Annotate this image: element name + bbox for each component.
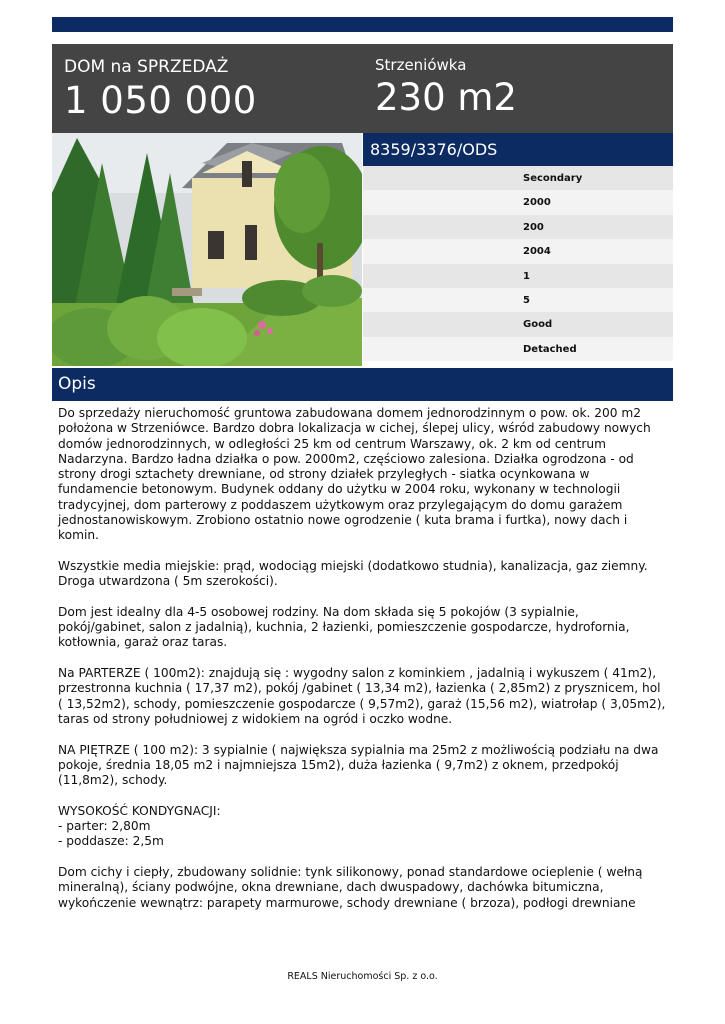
listing-location: Strzeniówka xyxy=(375,56,467,74)
header-left xyxy=(64,56,257,123)
property-row xyxy=(363,312,673,336)
property-row xyxy=(363,337,673,361)
listing-type: DOM na SPRZEDAŻ xyxy=(64,57,229,77)
section-title: Opis xyxy=(58,374,96,394)
top-color-band xyxy=(52,17,673,32)
property-row xyxy=(363,190,673,214)
property-value: 1 xyxy=(523,270,530,282)
listing-area: 230 m2 xyxy=(375,76,517,119)
description-paragraph: Dom jest idealny dla 4-5 osobowej rodziny. Na dom składa się 5 pokojów (3 sypialnie, pokój/gabinet, salon z jadalnią), kuchnia, 2 łazienki, pomieszczenie gospodarcze, hydrofornia, kotłownia, garaż oraz taras. xyxy=(58,604,630,650)
description-paragraph: NA PIĘTRZE ( 100 m2): 3 sypialnie ( największa sypialnia ma 25m2 z możliwością podziału na dwa pokoje, średnia 18,05 m2 i najmniejsza 15m2), duża łazienka ( 9,7m2) z oknem, przedpokój (11,8m2), schody. xyxy=(58,742,659,788)
header-right xyxy=(375,55,517,120)
description-paragraph: Wszystkie media miejskie: prąd, wodociąg miejski (dodatkowo studnia), kanalizacja, gaz ziemny. Droga utwardzona ( 5m szerokości). xyxy=(58,558,648,589)
property-row xyxy=(363,288,673,312)
property-value: Secondary xyxy=(523,173,583,184)
description-heading-bar xyxy=(52,368,673,401)
description-paragraph: Do sprzedaży nieruchomość gruntowa zabudowana domem jednorodzinnym o pow. ok. 200 m2 położona w Strzeniówce. Bardzo dobra lokalizacja w cichej, ślepej ulicy, wśród zabudowy nowych domów jednorodzinnych, w odległości 25 km od centrum Warszawy, ok. 2 km od centrum Nadarzyna. Bardzo ładna działka o pow. 2000m2, częściowo zalesiona. Działka ogrodzona - od strony drogi sztachety drewniane, od strony działek przyległych - siatka ocynkowana w fundamencie betonowym. Budynek oddany do użytku w 2004 roku, wykonany w technologii tradycyjnej, dom parterowy z poddaszem użytkowym oraz przylegającym do domu garażem jednostanowiskowym. Zrobiono ostatnio nowe ogrodzenie ( kuta brama i furtka), nowy dach i komin. xyxy=(58,406,651,543)
house-photo xyxy=(52,133,362,366)
property-row xyxy=(363,264,673,288)
description-body xyxy=(58,406,668,911)
description-paragraph: WYSOKOŚĆ KONDYGNACJI: - parter: 2,80m - poddasze: 2,5m xyxy=(58,803,221,849)
description-paragraph: Na PARTERZE ( 100m2): znajdują się : wygodny salon z kominkiem , jadalnią i wykuszem ( 41m2), przestronna kuchnia ( 17,37 m2), pokój /gabinet ( 13,34 m2), łazienka ( 2,85m2) z prysznicem, hol ( 13,52m2), schody, pomieszczenie gospodarcze ( 9,57m2), garaż (15,56 m2), wiatrołap ( 3,05m2), taras od strony południowej z widokiem na ogród i oczko wodne. xyxy=(58,666,666,726)
reference-number: 8359/3376/ODS xyxy=(370,140,498,159)
house-photo-illustration xyxy=(52,133,362,366)
listing-header xyxy=(52,44,673,133)
property-value: Detached xyxy=(523,343,577,355)
property-value: 2000 xyxy=(523,197,551,209)
reference-bar xyxy=(363,133,673,166)
property-value: 200 xyxy=(523,221,544,233)
property-value: 5 xyxy=(523,294,530,306)
property-value: 2004 xyxy=(523,246,551,258)
listing-price: 1 050 000 xyxy=(64,79,257,122)
property-row xyxy=(363,215,673,239)
description-paragraph: Dom cichy i ciepły, zbudowany solidnie: tynk silikonowy, ponad standardowe ocieplenie ( wełną mineralną), ściany podwójne, okna drewniane, dach dwuspadowy, dachówka bitumiczna, wykończenie wewnątrz: parapety marmurowe, schody drewniane ( brzoza), podłogi drewniane xyxy=(58,864,643,910)
property-row xyxy=(363,239,673,263)
footer-company: REALS Nieruchomości Sp. z o.o. xyxy=(287,971,438,982)
property-details-table xyxy=(363,166,673,361)
property-row xyxy=(363,166,673,190)
property-value: Good xyxy=(523,319,553,331)
